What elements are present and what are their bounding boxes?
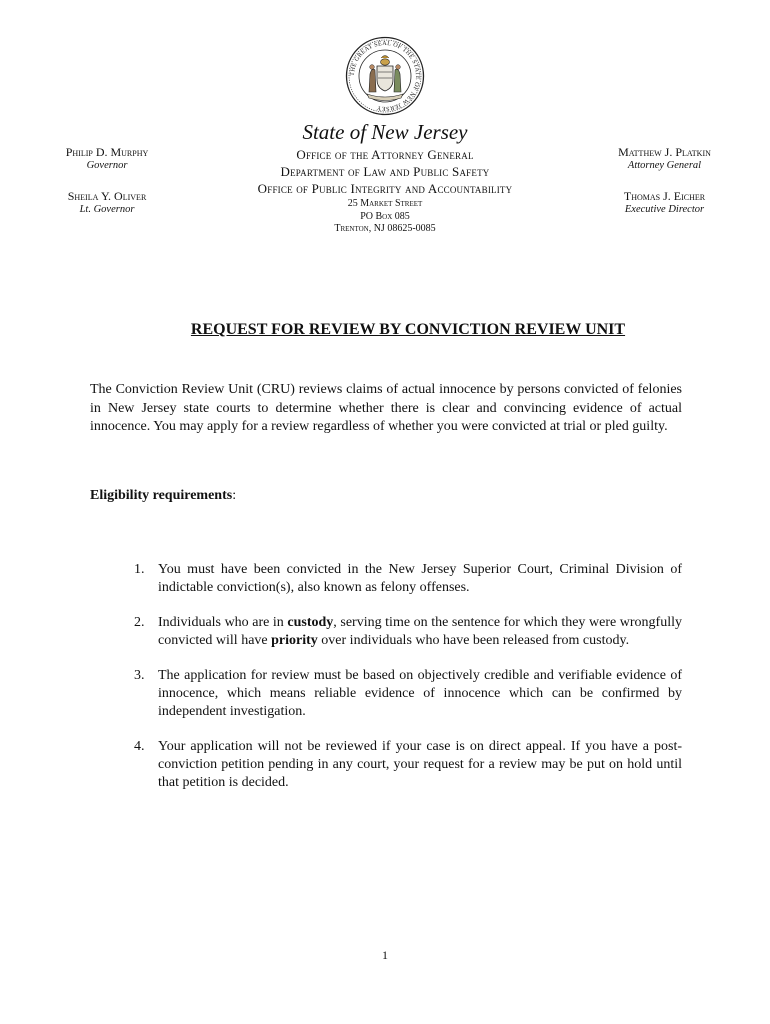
office-line-attorney-general: Office of the Attorney General [296,147,474,162]
requirement-text: Individuals who are in [158,615,288,630]
requirement-item [134,614,682,650]
requirement-number: 2. [134,615,145,630]
attorney-general-title: Attorney General [627,160,702,171]
requirement-item [134,561,682,597]
eligibility-heading [90,488,236,504]
document-title: REQUEST FOR REVIEW BY CONVICTION REVIEW UNIT [190,321,626,338]
lt-governor-block [42,189,172,217]
attorney-general-name: Matthew J. Platkin [618,145,711,159]
address-city: Trenton, NJ 08625-0085 [334,223,436,234]
requirement-text: The application for review must be based on objectively credible and verifiable evidence of innocence, which means reliable evidence of innocence which can be confirmed by independent investigation. [158,668,682,719]
governor-title: Governor [86,160,128,171]
office-line-department: Department of Law and Public Safety [280,164,490,179]
executive-director-block [592,189,737,217]
lt-governor-title: Lt. Governor [79,204,135,215]
address-block [200,198,570,236]
seal-ring-text: THE GREAT SEAL OF THE STATE OF NEW JERSEY [348,39,422,113]
requirement-number: 4. [134,739,145,754]
requirement-text: , serving time on the sentence for which they were wrongfully convicted will have [158,615,682,648]
requirement-item [134,667,682,721]
state-name-heading: State of New Jersey [302,120,468,144]
eligibility-heading-text: Eligibility requirements [90,488,233,503]
lt-governor-name: Sheila Y. Oliver [67,189,147,203]
requirement-text: over individuals who have been released from custody. [317,633,630,648]
state-seal-icon [345,36,425,116]
governor-name: Philip D. Murphy [65,145,149,159]
executive-director-title: Executive Director [624,204,705,215]
eligibility-colon: : [232,488,237,503]
requirement-text: Your application will not be reviewed if your case is on direct appeal. If you have a post-conviction petition pending in any court, your request for a review may be put on hold until that petition is decided. [158,739,682,790]
requirements-list [134,561,682,792]
address-po-box: PO Box 085 [360,210,410,222]
requirement-emphasis: priority [271,633,318,648]
address-street: 25 Market Street [347,198,423,209]
requirement-emphasis: custody [287,615,334,630]
office-line-integrity: Office of Public Integrity and Accountability [257,181,513,196]
page-number: 1 [382,948,388,962]
requirement-number: 3. [134,668,145,683]
governor-block [42,145,172,173]
executive-director-name: Thomas J. Eicher [623,189,706,203]
requirement-item [134,738,682,792]
requirement-number: 1. [134,562,145,577]
intro-paragraph: The Conviction Review Unit (CRU) reviews claims of actual innocence by persons convicted of felonies in New Jersey state courts to determine whether there is clear and convincing evidence of actual innocence. You may apply for a review regardless of whether you were convicted at trial or pled guilty. [90,382,682,434]
attorney-general-block [592,145,737,173]
requirement-text: You must have been convicted in the New Jersey Superior Court, Criminal Division of indictable conviction(s), also known as felony offenses. [158,562,682,595]
office-block [200,146,570,236]
